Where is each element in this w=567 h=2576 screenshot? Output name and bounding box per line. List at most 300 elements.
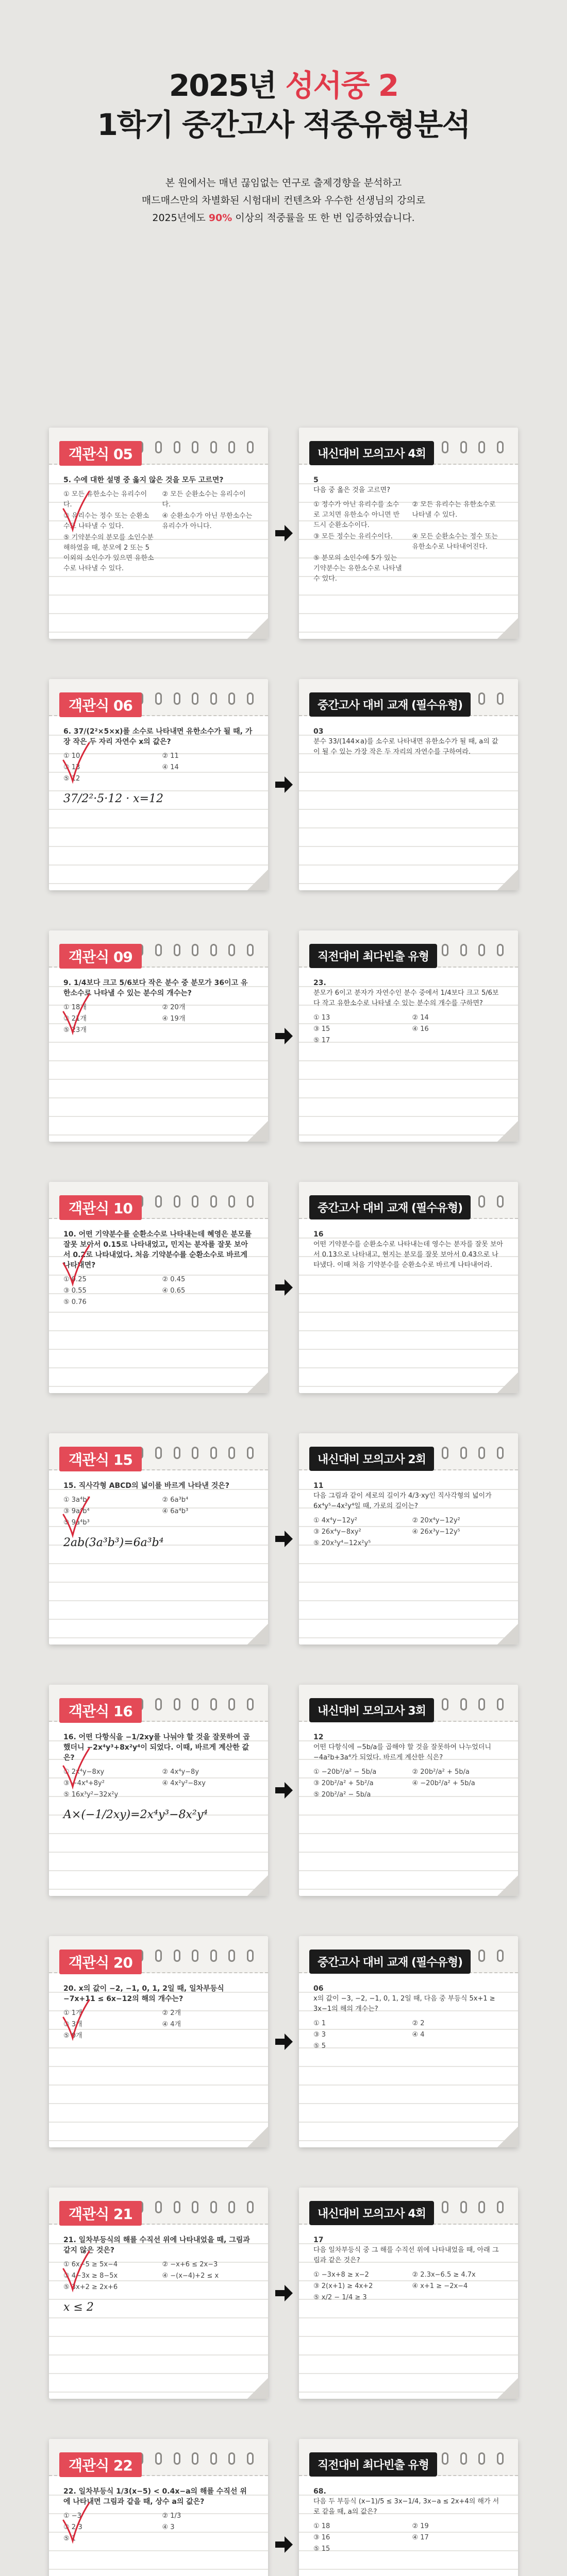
option: ② 0.45 xyxy=(162,1276,186,1283)
intro-line-1: 본 원에서는 매년 끊임없는 연구로 출제경향을 분석하고 xyxy=(165,177,402,189)
option: ④ 14 xyxy=(162,764,179,771)
option: ⑤ 9a⁴b³ xyxy=(63,1519,90,1527)
arrow-right-icon xyxy=(274,523,294,543)
option: ③ −4x⁴+8y² xyxy=(63,1780,105,1787)
intro-line-2: 매드매스만의 차별화된 시험대비 컨텐츠와 우수한 선생님의 강의로 xyxy=(141,195,426,206)
binder-ring xyxy=(247,1698,254,1710)
prep-material-card xyxy=(299,428,518,639)
red-check-mark-icon xyxy=(60,1243,91,1289)
option: ⑤ 23개 xyxy=(63,1026,87,1034)
binder-ring xyxy=(478,2201,485,2213)
title-year: 2025년 xyxy=(169,68,276,103)
binder-ring xyxy=(247,2201,254,2213)
option: ⑤ x/2 − 1/4 ≥ 3 xyxy=(313,2294,367,2301)
binder-ring xyxy=(155,944,162,956)
arrow-right-icon xyxy=(274,1278,294,1297)
option: ④ 16 xyxy=(412,1025,429,1033)
option: ② 11 xyxy=(162,752,179,760)
problem-number: 5 xyxy=(313,476,319,484)
option: ① −3x+8 ≥ x−2 xyxy=(313,2271,369,2279)
problem-options xyxy=(313,2521,504,2554)
binder-ring xyxy=(174,1950,180,1962)
binder-ring xyxy=(228,1195,235,1208)
binder-ring xyxy=(460,2201,467,2213)
binder-ring xyxy=(210,1447,217,1459)
prep-material-label: 중간고사 대비 교재 (필수유형) xyxy=(309,1195,471,1219)
question-options xyxy=(63,2008,254,2041)
question-options xyxy=(63,1495,254,1528)
binder-ring xyxy=(228,2452,235,2465)
exam-question-label: 객관식 06 xyxy=(59,692,142,717)
red-check-mark-icon xyxy=(60,1745,91,1792)
exam-question-card xyxy=(49,2439,268,2576)
option: ① 6x−5 ≥ 5x−4 xyxy=(63,2261,118,2268)
option: ④ 4개 xyxy=(162,2021,181,2028)
comparison-row xyxy=(49,2188,518,2399)
option: ① −3 xyxy=(63,2512,81,2520)
option: ④ 26x³y−12y⁵ xyxy=(412,1528,460,1536)
option: ⑤ 20x³y⁴−12x²y⁵ xyxy=(313,1539,371,1547)
exam-question-card xyxy=(49,679,268,890)
exam-question-label: 객관식 22 xyxy=(59,2452,142,2477)
binder-ring xyxy=(247,1447,254,1459)
binder-ring xyxy=(228,1950,235,1962)
problem-options xyxy=(313,2019,504,2052)
option: ⑤ 분모의 소인수에 5가 있는 기약분수는 유한소수로 나타낼 수 있다. xyxy=(313,554,402,583)
red-check-mark-icon xyxy=(60,488,91,535)
arrow-right-icon xyxy=(274,2032,294,2052)
binder-ring xyxy=(174,2452,180,2465)
exam-question-label: 객관식 10 xyxy=(59,1195,142,1220)
option: ③ 모든 정수는 유리수이다. xyxy=(313,533,393,540)
comparison-row xyxy=(49,1685,518,1896)
exam-question-content xyxy=(63,1984,254,2048)
prep-material-card xyxy=(299,1936,518,2147)
binder-ring xyxy=(210,944,217,956)
prep-material-label: 직전대비 최다빈출 유형 xyxy=(309,2452,437,2477)
comparison-row xyxy=(49,1936,518,2147)
exam-question-content xyxy=(63,475,254,581)
option: ③ 13 xyxy=(63,764,80,771)
binder-ring xyxy=(192,1950,198,1962)
arrow-right-icon xyxy=(274,1781,294,1800)
question-text: 9. 1/4보다 크고 5/6보다 작은 분수 중 분모가 36이고 유한소수로 나타낼 수 있는 분수의 개수는? xyxy=(63,979,248,997)
binder-ring xyxy=(210,1950,217,1962)
intro-line-3-prefix: 2025년에도 xyxy=(152,212,206,224)
option: ① 18 xyxy=(313,2522,330,2530)
binder-ring xyxy=(497,441,504,453)
option: ③ 21개 xyxy=(63,1015,87,1023)
question-options xyxy=(63,1003,254,1036)
problem-number: 17 xyxy=(313,2236,324,2244)
exam-question-card xyxy=(49,1433,268,1645)
binder-ring xyxy=(174,1447,180,1459)
option: ① 정수가 아닌 유리수를 소수로 고치면 유한소수 아니면 반드시 순환소수이다. xyxy=(313,501,400,529)
option: ② 20b²/a² + 5b/a xyxy=(412,1768,470,1776)
comparison-row xyxy=(49,1182,518,1393)
binder-ring xyxy=(247,1950,254,1962)
binder-ring xyxy=(192,2201,198,2213)
binder-ring xyxy=(478,441,485,453)
question-options xyxy=(63,2511,254,2544)
prep-material-content xyxy=(313,978,504,1046)
prep-material-content xyxy=(313,1481,504,1549)
binder-ring xyxy=(210,1195,217,1208)
option: ⑤ 기약분수의 분모를 소인수분해하였을 때, 분모에 2 또는 5 이외의 소인수가 있으면 유한소수로 나타낼 수 있다. xyxy=(63,534,154,572)
problem-number: 16 xyxy=(313,1230,324,1239)
option: ④ 6a⁴b³ xyxy=(162,1507,189,1515)
prep-material-content xyxy=(313,2235,504,2303)
binder-ring xyxy=(497,692,504,705)
exam-question-content xyxy=(63,1229,254,1315)
handwritten-work: x ≤ 2 xyxy=(63,2301,94,2314)
option: ③ 9a⁴b⁴ xyxy=(63,1507,90,1515)
problem-number: 12 xyxy=(313,1733,324,1741)
option: ③ 3개 xyxy=(63,2021,82,2028)
binder-ring xyxy=(228,1698,235,1710)
option: ④ 모든 순환소수는 정수 또는 유한소수로 나타내어진다. xyxy=(412,533,498,551)
binder-ring xyxy=(210,2201,217,2213)
title-school: 성서중 2 xyxy=(285,68,398,103)
problem-text: x의 값이 −3, −2, −1, 0, 1, 2일 때, 다음 중 부등식 5x+1 ≥ 3x−1의 해의 개수는? xyxy=(313,1995,495,2013)
exam-question-card xyxy=(49,930,268,1142)
option: ⑤ 16x³y²−32x²y xyxy=(63,1791,119,1799)
binder-ring xyxy=(497,1447,504,1459)
exam-question-card xyxy=(49,428,268,639)
binder-ring xyxy=(497,2201,504,2213)
comparison-row xyxy=(49,1433,518,1645)
option: ② −x+6 ≤ 2x−3 xyxy=(162,2261,218,2268)
handwritten-work: 2ab(3a³b³)=6a³b⁴ xyxy=(63,1536,164,1549)
option: ③ 0.55 xyxy=(63,1287,87,1295)
exam-question-content xyxy=(63,2235,254,2315)
prep-material-content xyxy=(313,1229,504,1275)
binder-ring xyxy=(174,441,180,453)
comparison-row xyxy=(49,930,518,1142)
question-text: 10. 어떤 기약분수를 순환소수로 나타내는데 혜영은 분모를 잘못 보아서 0.15로 나타내었고, 민지는 분자를 잘못 보아서 0.2로 나타내었다. 처음 기약분수를 순환소수로 바르게 나타내면? xyxy=(63,1230,252,1269)
option: ① 모든 유한소수는 유리수이다. xyxy=(63,490,147,509)
option: ③ 20b²/a² + 5b²/a xyxy=(313,1780,374,1787)
binder-ring xyxy=(192,441,198,453)
problem-number: 03 xyxy=(313,727,324,736)
prep-material-card xyxy=(299,1182,518,1393)
option: ③ 4−3x ≥ 8−5x xyxy=(63,2272,118,2280)
exam-question-card xyxy=(49,2188,268,2399)
problem-text: 다음 중 옳은 것을 고르면? xyxy=(313,486,391,494)
option: ⑤ 3x+2 ≥ 2x+6 xyxy=(63,2283,118,2291)
binder-ring xyxy=(497,1950,504,1962)
binder-ring xyxy=(497,944,504,956)
intro-line-3-suffix: 이상의 적중률을 또 한 번 입증하였습니다. xyxy=(235,212,415,224)
binder-ring xyxy=(228,692,235,705)
question-text: 6. 37/(2²×5×x)를 소수로 나타내면 유한소수가 될 때, 가장 작은 두 자리 자연수 x의 값은? xyxy=(63,727,253,746)
exam-question-label: 객관식 20 xyxy=(59,1950,142,1974)
binder-ring xyxy=(442,441,448,453)
option: ④ 순환소수가 아닌 무한소수는 유리수가 아니다. xyxy=(162,512,253,530)
exam-question-content xyxy=(63,726,254,807)
binder-ring xyxy=(192,1698,198,1710)
option: ④ 0.65 xyxy=(162,1287,186,1295)
binder-ring xyxy=(497,1195,504,1208)
problem-number: 68. xyxy=(313,2487,326,2496)
option: ④ 3 xyxy=(162,2523,175,2531)
option: ② 20x⁴y−12y² xyxy=(412,1517,460,1524)
problem-text: 다음 그림과 같이 세로의 길이가 4/3·xy인 직사각형의 넓이가 6x⁴y⁵−4x²y⁴일 때, 가로의 길이는? xyxy=(313,1492,492,1510)
prep-material-label: 중간고사 대비 교재 (필수유형) xyxy=(309,1950,471,1974)
exam-question-card xyxy=(49,1936,268,2147)
option: ⑤ 15 xyxy=(313,2545,330,2553)
binder-ring xyxy=(460,1698,467,1710)
binder-ring xyxy=(442,2452,448,2465)
binder-ring xyxy=(247,441,254,453)
binder-ring xyxy=(174,692,180,705)
binder-ring xyxy=(478,944,485,956)
binder-ring xyxy=(155,2201,162,2213)
binder-ring xyxy=(155,1698,162,1710)
binder-ring xyxy=(478,1698,485,1710)
problem-text: 분모가 6이고 분자가 자연수인 분수 중에서 1/4보다 크고 5/6보다 작고 유한소수로 나타낼 수 있는 분수의 개수를 구하면? xyxy=(313,989,499,1007)
option: ③ 2/3 xyxy=(63,2523,82,2531)
intro-line-3 xyxy=(0,209,567,227)
option: ④ 17 xyxy=(412,2534,429,2541)
option: ③ 유리수는 정수 또는 순환소수로 나타낼 수 있다. xyxy=(63,512,149,530)
option: ② 6a³b⁴ xyxy=(162,1496,189,1504)
option: ② 20개 xyxy=(162,1004,186,1011)
option: ② 2 xyxy=(412,2020,425,2027)
option: ① 18개 xyxy=(63,1004,87,1011)
question-options xyxy=(63,489,254,574)
red-check-mark-icon xyxy=(60,740,91,786)
option: ④ −(x−4)+2 ≤ x xyxy=(162,2272,219,2280)
red-check-mark-icon xyxy=(60,2248,91,2295)
binder-ring xyxy=(247,692,254,705)
arrow-right-icon xyxy=(274,1529,294,1549)
prep-material-card xyxy=(299,1685,518,1896)
comparison-row xyxy=(49,2439,518,2576)
option: ⑤ 0.76 xyxy=(63,1298,87,1306)
binder-ring xyxy=(478,2452,485,2465)
binder-ring xyxy=(155,1195,162,1208)
binder-ring xyxy=(192,692,198,705)
prep-material-content xyxy=(313,1984,504,2052)
option: ① 10 xyxy=(63,752,80,760)
problem-options xyxy=(313,1013,504,1046)
binder-ring xyxy=(155,1447,162,1459)
option: ③ 26x⁴y−8xy² xyxy=(313,1528,361,1536)
exam-question-label: 객관식 21 xyxy=(59,2201,142,2226)
option: ④ 19개 xyxy=(162,1015,186,1023)
binder-ring xyxy=(155,441,162,453)
binder-ring xyxy=(497,2452,504,2465)
binder-ring xyxy=(442,1698,448,1710)
prep-material-content xyxy=(313,2486,504,2554)
option: ① 2x⁴y−8xy xyxy=(63,1768,105,1776)
option: ④ 4x²y²−8xy xyxy=(162,1780,206,1787)
option: ② 2개 xyxy=(162,2009,181,2017)
binder-ring xyxy=(442,2201,448,2213)
question-text: 15. 직사각형 ABCD의 넓이를 바르게 나타낸 것은? xyxy=(63,1482,229,1490)
option: ⑤ 0개 xyxy=(63,2032,82,2040)
binder-ring xyxy=(155,1950,162,1962)
option: ⑤ 5 xyxy=(313,2042,326,2050)
question-options xyxy=(63,2260,254,2293)
prep-material-content xyxy=(313,726,504,761)
arrow-right-icon xyxy=(274,2283,294,2303)
question-text: 16. 어떤 다항식을 −1/2xy를 나눠야 할 것을 잘못하여 곱했더니 −2x⁴y³+8x²y⁴이 되었다. 이때, 바르게 계산한 값은? xyxy=(63,1733,250,1762)
problem-options xyxy=(313,1516,504,1549)
binder-ring xyxy=(247,1195,254,1208)
binder-ring xyxy=(228,2201,235,2213)
binder-ring xyxy=(497,1698,504,1710)
problem-options xyxy=(313,2270,504,2303)
question-options xyxy=(63,751,254,784)
red-check-mark-icon xyxy=(60,1997,91,2043)
question-options xyxy=(63,1275,254,1308)
binder-ring xyxy=(155,2452,162,2465)
option: ⑤ 12 xyxy=(63,775,80,783)
option: ② 2.3x−6.5 ≥ 4.7x xyxy=(412,2271,476,2279)
option: ① 13 xyxy=(313,1014,330,1022)
option: ① 0.25 xyxy=(63,1276,87,1283)
binder-ring xyxy=(192,944,198,956)
prep-material-label: 직전대비 최다빈출 유형 xyxy=(309,944,437,968)
exam-question-content xyxy=(63,1732,254,1823)
prep-material-card xyxy=(299,930,518,1142)
problem-options xyxy=(313,500,504,584)
question-options xyxy=(63,1767,254,1800)
option: ③ 15 xyxy=(313,1025,330,1033)
binder-ring xyxy=(460,944,467,956)
main-subtitle: 1학기 중간고사 적중유형분석 xyxy=(97,107,470,142)
binder-ring xyxy=(210,692,217,705)
exam-question-label: 객관식 09 xyxy=(59,944,142,969)
option: ⑤ 1 xyxy=(63,2535,76,2543)
binder-ring xyxy=(174,1698,180,1710)
binder-ring xyxy=(478,1950,485,1962)
option: ② 14 xyxy=(412,1014,429,1022)
option: ① −20b²/a² − 5b/a xyxy=(313,1768,377,1776)
binder-ring xyxy=(174,944,180,956)
exam-question-content xyxy=(63,978,254,1043)
prep-material-content xyxy=(313,475,504,584)
prep-material-card xyxy=(299,2439,518,2576)
red-check-mark-icon xyxy=(60,991,91,1038)
exam-question-card xyxy=(49,1182,268,1393)
exam-question-card xyxy=(49,1685,268,1896)
prep-material-label: 내신대비 모의고사 4회 xyxy=(309,2201,434,2225)
binder-ring xyxy=(192,1195,198,1208)
exam-question-label: 객관식 15 xyxy=(59,1447,142,1471)
option: ③ 16 xyxy=(313,2534,330,2541)
red-check-mark-icon xyxy=(60,2500,91,2546)
arrow-right-icon xyxy=(274,1026,294,1046)
binder-ring xyxy=(174,2201,180,2213)
option: ④ 4 xyxy=(412,2031,425,2039)
binder-ring xyxy=(228,1447,235,1459)
prep-material-card xyxy=(299,1433,518,1645)
question-text: 21. 일차부등식의 해를 수직선 위에 나타내었을 때, 그림과 같지 않은 것은? xyxy=(63,2236,250,2255)
option: ③ 2(x+1) ≥ 4x+2 xyxy=(313,2282,373,2290)
binder-ring xyxy=(228,441,235,453)
binder-ring xyxy=(478,692,485,705)
option: ① 1개 xyxy=(63,2009,82,2017)
problem-text: 다음 일차부등식 중 그 해를 수직선 위에 나타내었을 때, 아래 그림과 같은 것은? xyxy=(313,2246,499,2264)
option: ④ −20b²/a² + 5b/a xyxy=(412,1780,475,1787)
handwritten-work: A×(−1/2xy)=2x⁴y³−8x²y⁴ xyxy=(63,1808,208,1821)
red-check-mark-icon xyxy=(60,1494,91,1540)
main-title xyxy=(0,66,567,105)
question-text: 22. 일차부등식 1/3(x−5) < 0.4x−a의 해를 수직선 위에 나타내면 그림과 같을 때, 상수 a의 값은? xyxy=(63,2487,247,2506)
intro-text xyxy=(0,174,567,227)
problem-number: 06 xyxy=(313,1985,324,1993)
problem-text: 다음 두 부등식 (x−1)/5 ≤ 3x−1/4, 3x−a ≤ 2x+4의 해가 서로 같을 때, a의 값은? xyxy=(313,2498,499,2516)
option: ① 4x⁴y−12y² xyxy=(313,1517,357,1524)
option: ① 1 xyxy=(313,2020,326,2027)
exam-question-label: 객관식 05 xyxy=(59,441,142,466)
page-header xyxy=(0,0,567,227)
prep-material-card xyxy=(299,2188,518,2399)
binder-ring xyxy=(460,1447,467,1459)
binder-ring xyxy=(155,692,162,705)
binder-ring xyxy=(192,2452,198,2465)
problem-text: 어떤 다항식에 −5b/a를 곱해야 할 것을 잘못하여 나누었더니 −4a²b+3a⁴가 되었다. 바르게 계산한 식은? xyxy=(313,1743,491,1761)
binder-ring xyxy=(210,1698,217,1710)
problem-options xyxy=(313,1767,504,1800)
binder-ring xyxy=(460,441,467,453)
arrow-right-icon xyxy=(274,2535,294,2554)
question-text: 5. 수에 대한 설명 중 옳지 않은 것을 모두 고르면? xyxy=(63,476,224,484)
prep-material-content xyxy=(313,1732,504,1800)
binder-ring xyxy=(478,1447,485,1459)
option: ② 모든 유리수는 유한소수로 나타낼 수 있다. xyxy=(412,501,496,519)
intro-hit-rate: 90% xyxy=(208,212,232,224)
binder-ring xyxy=(478,1195,485,1208)
binder-ring xyxy=(192,1447,198,1459)
binder-ring xyxy=(228,944,235,956)
binder-ring xyxy=(210,2452,217,2465)
exam-question-label: 객관식 16 xyxy=(59,1698,142,1723)
prep-material-label: 내신대비 모의고사 3회 xyxy=(309,1698,434,1722)
option: ② 모든 순환소수는 유리수이다. xyxy=(162,490,246,509)
binder-ring xyxy=(460,2452,467,2465)
option: ② 19 xyxy=(412,2522,429,2530)
option: ⑤ 20b²/a² − 5b/a xyxy=(313,1791,371,1799)
prep-material-label: 내신대비 모의고사 4회 xyxy=(309,441,434,465)
prep-material-label: 내신대비 모의고사 2회 xyxy=(309,1447,434,1471)
option: ① 3a⁴b³ xyxy=(63,1496,90,1504)
binder-ring xyxy=(247,944,254,956)
option: ⑤ 17 xyxy=(313,1037,330,1044)
binder-ring xyxy=(442,1447,448,1459)
problem-number: 11 xyxy=(313,1482,324,1490)
exam-question-content xyxy=(63,1481,254,1551)
binder-ring xyxy=(174,1195,180,1208)
option: ④ x+1 ≥ −2x−4 xyxy=(412,2282,468,2290)
problem-text: 분수 33/(144×a)를 소수로 나타내면 유한소수가 될 때, a의 값이 될 수 있는 가장 작은 두 자리의 자연수를 구하여라. xyxy=(313,738,498,756)
option: ② 1/3 xyxy=(162,2512,181,2520)
problem-number: 23. xyxy=(313,979,326,987)
handwritten-work: 37/2²·5·12 · x=12 xyxy=(63,792,164,805)
binder-ring xyxy=(442,944,448,956)
prep-material-card xyxy=(299,679,518,890)
comparison-row xyxy=(49,679,518,890)
question-text: 20. x의 값이 −2, −1, 0, 1, 2일 때, 일차부등식 −7x+11 ≤ 6x−12의 해의 개수는? xyxy=(63,1985,224,2003)
binder-ring xyxy=(210,441,217,453)
problem-text: 어떤 기약분수를 순환소수로 나타내는데 영수는 분자를 잘못 보아서 0.13으로 나타내고, 현지는 분모를 잘못 보아서 0.43으로 나타냈다. 이때 처음 기약분수를 순환소수로 바르게 나타내어라. xyxy=(313,1241,503,1269)
arrow-right-icon xyxy=(274,775,294,794)
prep-material-label: 중간고사 대비 교재 (필수유형) xyxy=(309,692,471,717)
comparison-row xyxy=(49,428,518,639)
